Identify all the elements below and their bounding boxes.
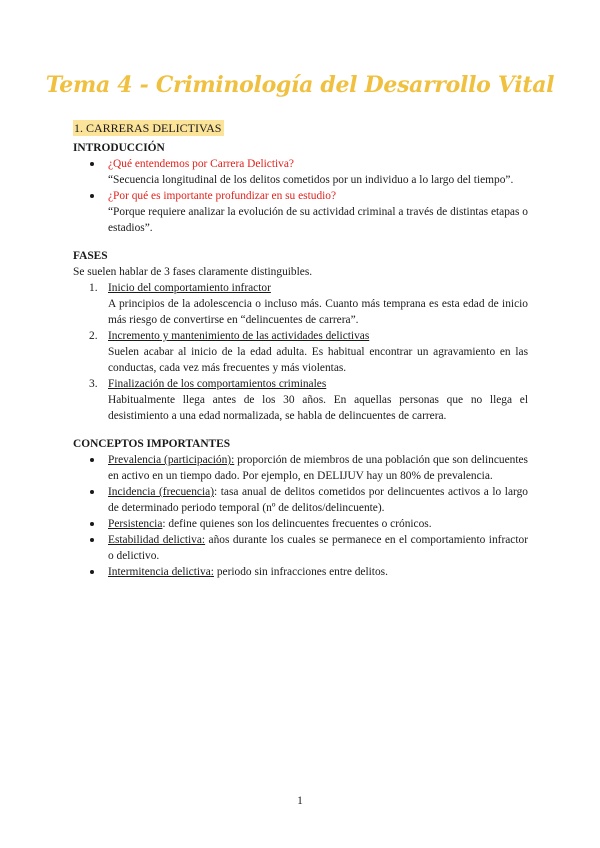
concept-sep: : (162, 518, 166, 530)
concept-term: Intermitencia delictiva (108, 566, 211, 578)
list-item (73, 156, 528, 188)
fases-heading: FASES (73, 250, 108, 262)
question-text: ¿Por qué es importante profundizar en su estudio? (108, 190, 337, 202)
document-title: Tema 4 - Criminología del Desarrollo Vital (45, 72, 555, 98)
section-heading-text: 1. CARRERAS DELICTIVAS (73, 120, 224, 136)
fase-title: Inicio del comportamiento infractor (108, 282, 271, 294)
intro-list (73, 156, 528, 236)
concept-sep: : (231, 454, 235, 466)
concept-term: Persistencia (108, 518, 163, 530)
concept-text: periodo sin infracciones entre delitos. (213, 566, 388, 578)
list-item (73, 516, 528, 532)
list-item (73, 328, 528, 376)
fase-text: Habitualmente llega antes de los 30 años. En aquellas personas que no llega el desistimiento a una edad normalizada, se habla de delincuentes de carrera. (108, 394, 528, 422)
concept-term: Prevalencia (participación) (108, 454, 232, 466)
concept-text: proporción de miembros de una población que son delincuentes en activo en un tiempo dado. Por ejemplo, en DELIJUV hay un 80% de prevalencia. (108, 454, 528, 482)
document-body (73, 120, 528, 580)
answer-text: “Secuencia longitudinal de los delitos cometidos por un individuo a lo largo del tiempo”. (108, 174, 514, 186)
list-item (73, 376, 528, 424)
fase-title: Finalización de los comportamientos criminales (108, 378, 327, 390)
list-item (73, 280, 528, 328)
answer-text: “Porque requiere analizar la evolución de su actividad criminal a través de distintas etapas o estadios”. (108, 206, 528, 234)
intro-heading: INTRODUCCIÓN (73, 142, 165, 154)
concept-term: Estabilidad delictiva (108, 534, 202, 546)
fases-lead: Se suelen hablar de 3 fases claramente distinguibles. (73, 266, 313, 278)
fase-text: A principios de la adolescencia o incluso más. Cuanto más temprana es esta edad de inicio más riesgo de convertirse en “delincuentes de carrera”. (108, 298, 528, 326)
question-text: ¿Qué entendemos por Carrera Delictiva? (108, 158, 294, 170)
list-item (73, 452, 528, 484)
list-item (73, 532, 528, 564)
conceptos-heading: CONCEPTOS IMPORTANTES (73, 438, 231, 450)
fases-list (73, 280, 528, 424)
section-heading (73, 120, 528, 138)
list-item (73, 188, 528, 236)
page-number: 1 (297, 795, 303, 807)
list-item (73, 484, 528, 516)
concept-text: tasa anual de delitos cometidos por delincuentes activos a lo largo de determinado periodo temporal (nº de delitos/delincuente). (108, 486, 528, 514)
concept-sep: : (214, 486, 218, 498)
concept-text: años durante los cuales se permanece en el comportamiento infractor o delictivo. (108, 534, 528, 562)
concept-sep: : (210, 566, 214, 578)
concept-sep: : (201, 534, 206, 546)
conceptos-list (73, 452, 528, 580)
item-number: 1. (89, 282, 98, 294)
item-number: 3. (89, 378, 98, 390)
concept-term: Incidencia (frecuencia) (108, 486, 214, 498)
concept-text: define quienes son los delincuentes frecuentes o crónicos. (165, 518, 432, 530)
item-number: 2. (89, 330, 98, 342)
list-item (73, 564, 528, 580)
fase-title: Incremento y mantenimiento de las actividades delictivas (108, 330, 370, 342)
fase-text: Suelen acabar al inicio de la edad adulta. Es habitual encontrar un agravamiento en las conductas, cada vez más frecuentes y más violentas. (108, 346, 528, 374)
